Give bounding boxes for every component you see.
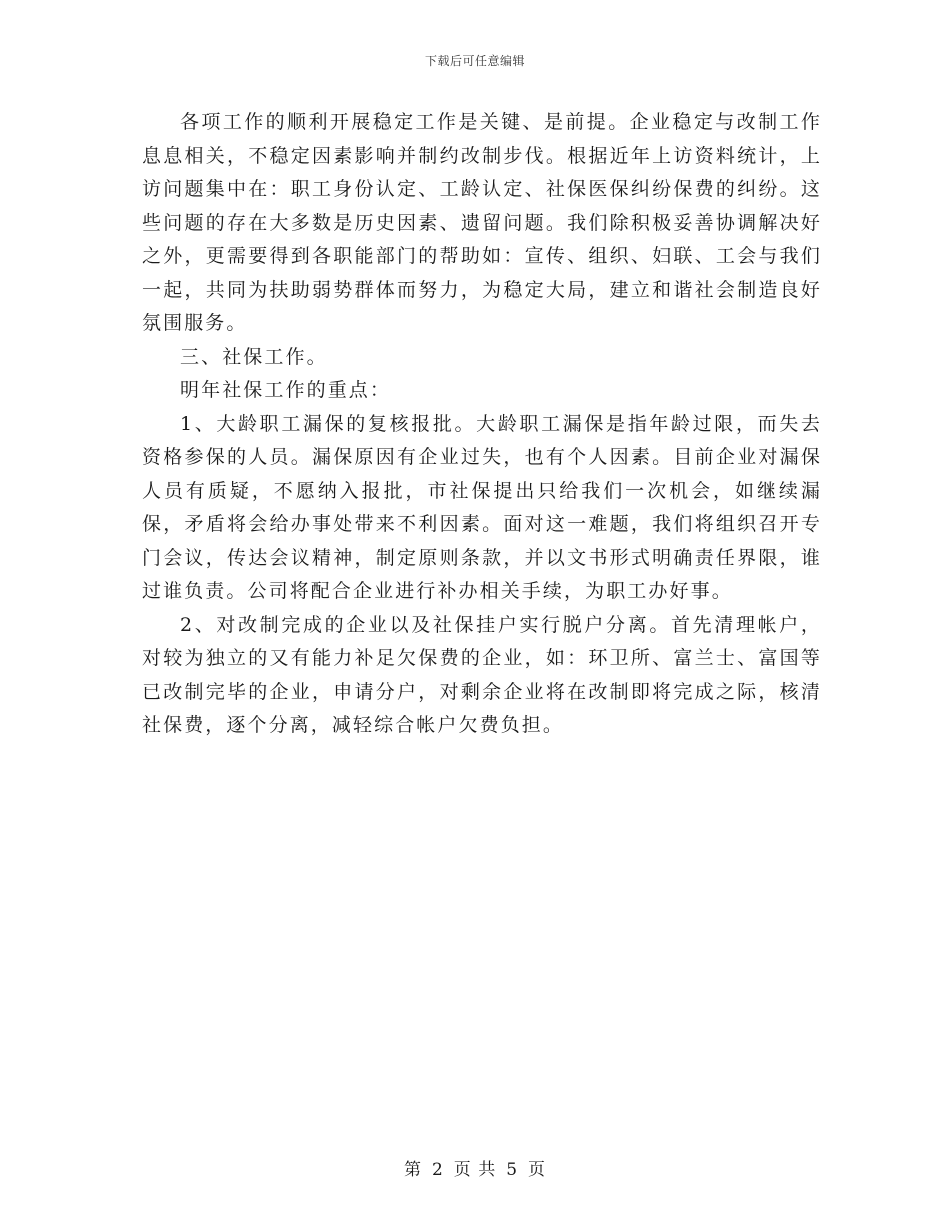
document-body [142,106,822,743]
paragraph-item-2: 2、对改制完成的企业以及社保挂户实行脱户分离。首先清理帐户，对较为独立的又有能力补足欠保费的企业，如：环卫所、富兰士、富国等已改制完毕的企业，申请分户，对剩余企业将在改制即将完成之际，核清社保费，逐个分离，减轻综合帐户欠费负担。 [142,613,822,736]
page-number-middle: 页 共 [453,1160,497,1180]
page-header-note: 下载后可任意编辑 [424,54,525,68]
page-number-total: 5 [506,1160,519,1180]
page-number [0,1155,950,1180]
page-number-suffix: 页 [528,1160,547,1180]
page-number-prefix: 第 [403,1160,422,1180]
subheading-next-year-focus: 明年社保工作的重点： [180,379,392,401]
paragraph-stability: 各项工作的顺利开展稳定工作是关键、是前提。企业稳定与改制工作息息相关，不稳定因素影响并制约改制步伐。根据近年上访资料统计，上访问题集中在：职工身份认定、工龄认定、社保医保纠纷保费的纠纷。这些问题的存在大多数是历史因素、遗留问题。我们除积极妥善协调解决好之外，更需要得到各职能部门的帮助如：宣传、组织、妇联、工会与我们一起，共同为扶助弱势群体而努力，为稳定大局，建立和谐社会制造良好氛围服务。 [142,111,822,334]
page-number-current: 2 [431,1160,444,1180]
section-heading-social-security: 三、社保工作。 [180,345,328,368]
paragraph-item-1: 1、大龄职工漏保的复核报批。大龄职工漏保是指年龄过限，而失去资格参保的人员。漏保原因有企业过失，也有个人因素。目前企业对漏保人员有质疑，不愿纳入报批，市社保提出只给我们一次机会，如继续漏保，矛盾将会给办事处带来不利因素。面对这一难题，我们将组织召开专门会议，传达会议精神，制定原则条款，并以文书形式明确责任界限，谁过谁负责。公司将配合企业进行补办相关手续，为职工办好事。 [142,412,822,602]
